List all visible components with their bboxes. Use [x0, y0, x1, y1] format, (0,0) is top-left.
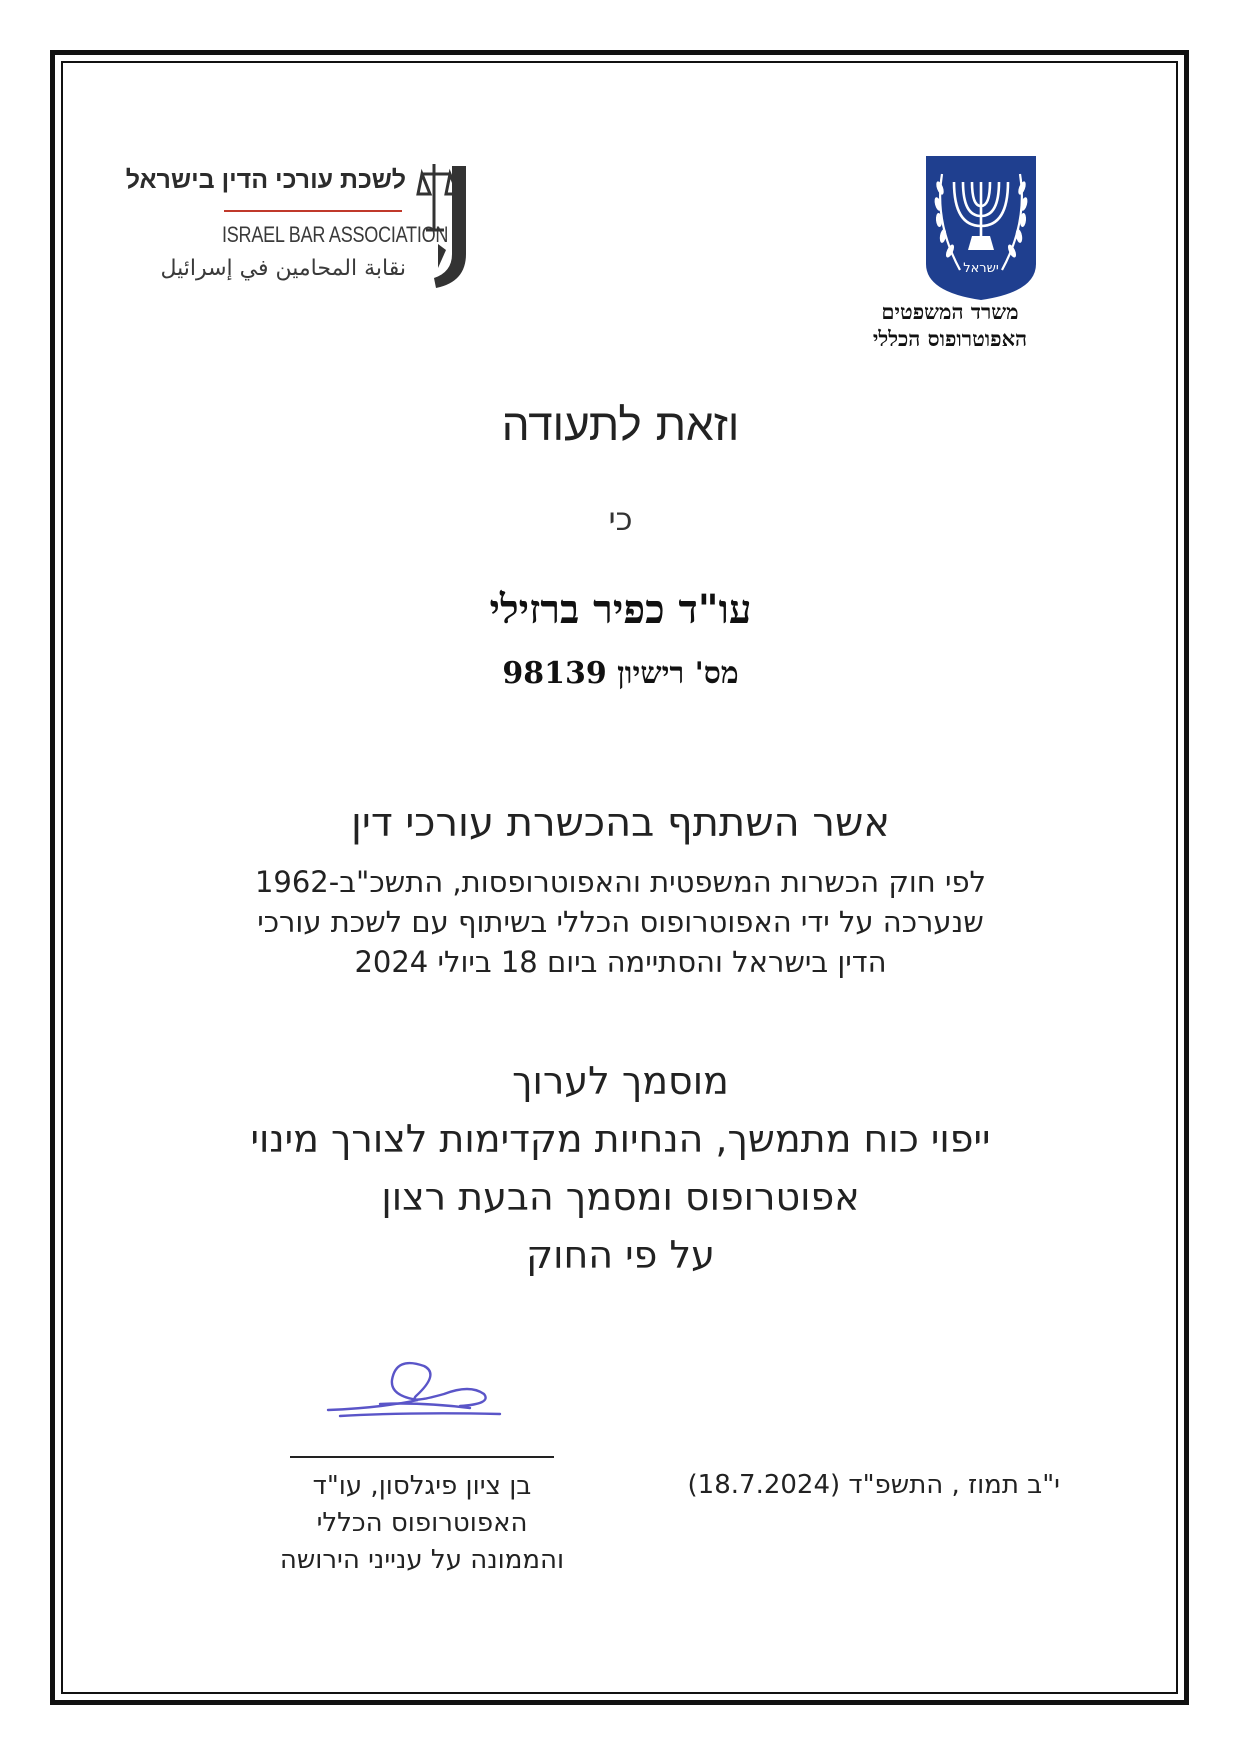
certificate-that: כי	[608, 500, 633, 538]
law-line: לפי חוק הכשרות המשפטית והאפוטרופסות, התשכ"ב-1962	[254, 865, 987, 899]
law-line: הדין בישראל והסתיימה ביום 18 ביולי 2024	[354, 945, 887, 979]
signer-title: האפוטרופוס הכללי	[316, 1508, 528, 1538]
ministry-line-2: האפוטרופוס הכללי	[872, 326, 1028, 351]
ministry-line-1: משרד המשפטים	[881, 299, 1019, 324]
signature-line	[290, 1456, 554, 1458]
authorized-line: על פי החוק	[526, 1233, 715, 1277]
scales-of-justice-icon	[416, 158, 476, 298]
bar-association-arabic: نقابة المحامين في إسرائيل	[160, 256, 406, 281]
participation-statement: אשר השתתף בהכשרת עורכי דין	[350, 800, 891, 846]
signer-block	[240, 1468, 604, 1579]
bar-association-english: ISRAEL BAR ASSOCIATION	[222, 222, 449, 247]
authorized-line: אפוטרופוס ומסמך הבעת רצון	[381, 1175, 860, 1219]
handwritten-signature	[320, 1350, 520, 1430]
authorization-paragraph	[100, 1052, 1141, 1284]
law-paragraph	[100, 862, 1141, 982]
authorized-line: מוסמך לערוך	[512, 1059, 729, 1103]
certificate-date: י"ב תמוז , התשפ"ד (18.7.2024)	[687, 1470, 1060, 1500]
bar-association-hebrew: לשכת עורכי הדין בישראל	[125, 166, 406, 194]
authorized-line: ייפוי כוח מתמשך, הנחיות מקדימות לצורך מינוי	[250, 1117, 991, 1161]
bar-association-divider	[224, 210, 402, 212]
signer-name: בן ציון פיגלסון, עו"ד	[312, 1471, 532, 1501]
license-number: מס' רישיון 98139	[502, 656, 739, 691]
ministry-name	[820, 298, 1080, 352]
emblem-caption: ישראל	[963, 261, 999, 276]
recipient-name: עו"ד כפיר ברזילי	[489, 586, 752, 633]
menorah-emblem-icon	[920, 152, 1042, 302]
certificate-title: וזאת לתעודה	[501, 400, 740, 451]
law-line: שנערכה על ידי האפוטרופוס הכללי בשיתוף עם לשכת עורכי	[257, 905, 984, 939]
bar-association-logo	[125, 158, 476, 298]
signer-role: והממונה על ענייני הירושה	[279, 1545, 565, 1575]
